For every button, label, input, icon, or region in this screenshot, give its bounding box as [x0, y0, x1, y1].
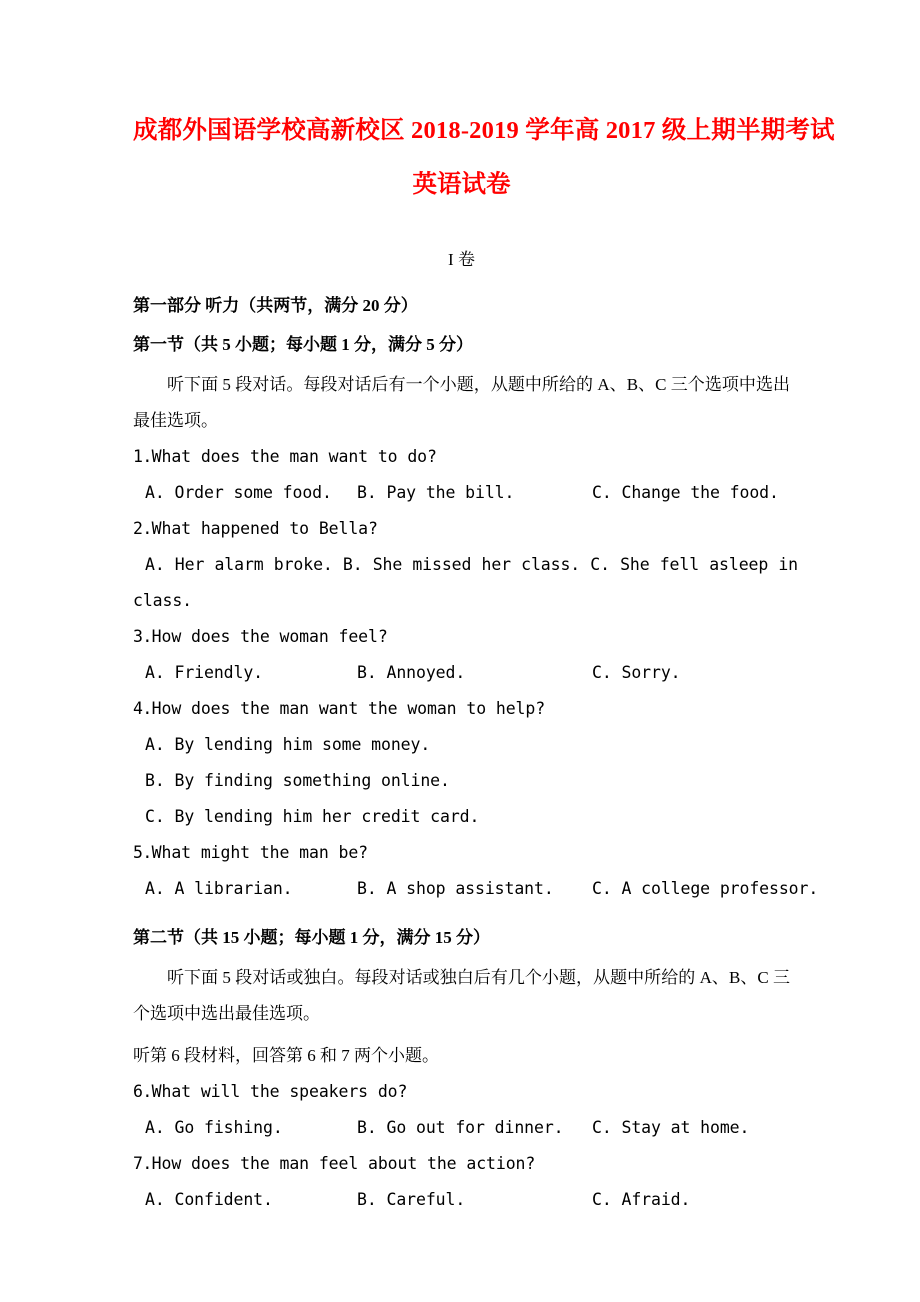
option-b[interactable]: B. Careful. [357, 1190, 466, 1209]
option-row [133, 547, 798, 583]
question-stem [133, 1074, 790, 1110]
option-b[interactable]: B. Pay the bill. [357, 483, 515, 502]
section-two-instruction: 听下面 5 段对话或独白。每段对话或独白后有几个小题，从题中所给的 A、B、C 三个选项中选出最佳选项。 [133, 968, 790, 1023]
section-one-heading: 第一节（共 5 小题；每小题 1 分，满分 5 分） [133, 335, 473, 354]
section-two-material-note: 听第 6 段材料，回答第 6 和 7 两个小题。 [133, 1046, 439, 1065]
question-text: How does the woman feel? [151, 627, 388, 646]
option-c[interactable]: C. By lending him her credit card. [145, 807, 480, 826]
question-text: What happened to Bella? [151, 519, 378, 538]
question-text: How does the man want the woman to help? [151, 699, 546, 718]
option-a[interactable]: A. A librarian. [145, 879, 293, 898]
question-number: 3. [133, 627, 152, 646]
option-c[interactable]: C. A college professor. [592, 879, 819, 898]
option-row [133, 1110, 790, 1146]
question-text: What will the speakers do? [151, 1082, 408, 1101]
option-c[interactable]: C. Sorry. [592, 663, 681, 682]
question-stem [133, 691, 790, 727]
option-a[interactable]: A. Confident. [145, 1190, 273, 1209]
option-a[interactable]: A. Order some food. [145, 483, 332, 502]
option-b[interactable]: B. By finding something online. [145, 771, 450, 790]
option-a[interactable]: A. By lending him some money. [145, 735, 431, 754]
question-text: What might the man be? [151, 843, 369, 862]
question-stem [133, 439, 790, 475]
document-title-line-2: 英语试卷 [412, 171, 511, 198]
option-a[interactable]: A. Go fishing. [145, 1118, 283, 1137]
question-text: What does the man want to do? [151, 447, 437, 466]
question-number: 6. [133, 1082, 152, 1101]
question-number: 4. [133, 699, 152, 718]
question-number: 7. [133, 1154, 152, 1173]
option-b[interactable]: B. Go out for dinner. [357, 1118, 564, 1137]
question-text: How does the man feel about the action? [151, 1154, 536, 1173]
question-number: 2. [133, 519, 152, 538]
option-wrap-tail: class. [133, 591, 193, 610]
option-row [133, 1182, 790, 1218]
option-c[interactable]: C. She fell asleep in [590, 555, 799, 574]
question-stem [133, 835, 790, 871]
question-number: 5. [133, 843, 152, 862]
document-title-line-1: 成都外国语学校高新校区 2018-2019 学年高 2017 级上期半期考试 [133, 117, 835, 144]
section-two-heading: 第二节（共 15 小题；每小题 1 分，满分 15 分） [133, 928, 490, 947]
question-stem [133, 619, 790, 655]
option-b[interactable]: B. Annoyed. [357, 663, 466, 682]
option-row [133, 655, 790, 691]
option-c[interactable]: C. Afraid. [592, 1190, 691, 1209]
question-number: 1. [133, 447, 152, 466]
paper-part-label: I 卷 [448, 250, 475, 269]
section-one-instruction: 听下面 5 段对话。每段对话后有一个小题，从题中所给的 A、B、C 三个选项中选出最佳选项。 [133, 375, 790, 430]
option-b[interactable]: B. She missed her class. [342, 555, 581, 574]
question-stem [133, 1146, 790, 1182]
option-row [133, 475, 790, 511]
option-a[interactable]: A. Her alarm broke. [145, 555, 333, 574]
option-a[interactable]: A. Friendly. [145, 663, 264, 682]
part-one-heading: 第一部分 听力（共两节，满分 20 分） [133, 296, 418, 315]
question-stem [133, 511, 790, 547]
option-c[interactable]: C. Stay at home. [592, 1118, 750, 1137]
option-b[interactable]: B. A shop assistant. [357, 879, 554, 898]
option-row [133, 871, 819, 907]
option-c[interactable]: C. Change the food. [592, 483, 779, 502]
